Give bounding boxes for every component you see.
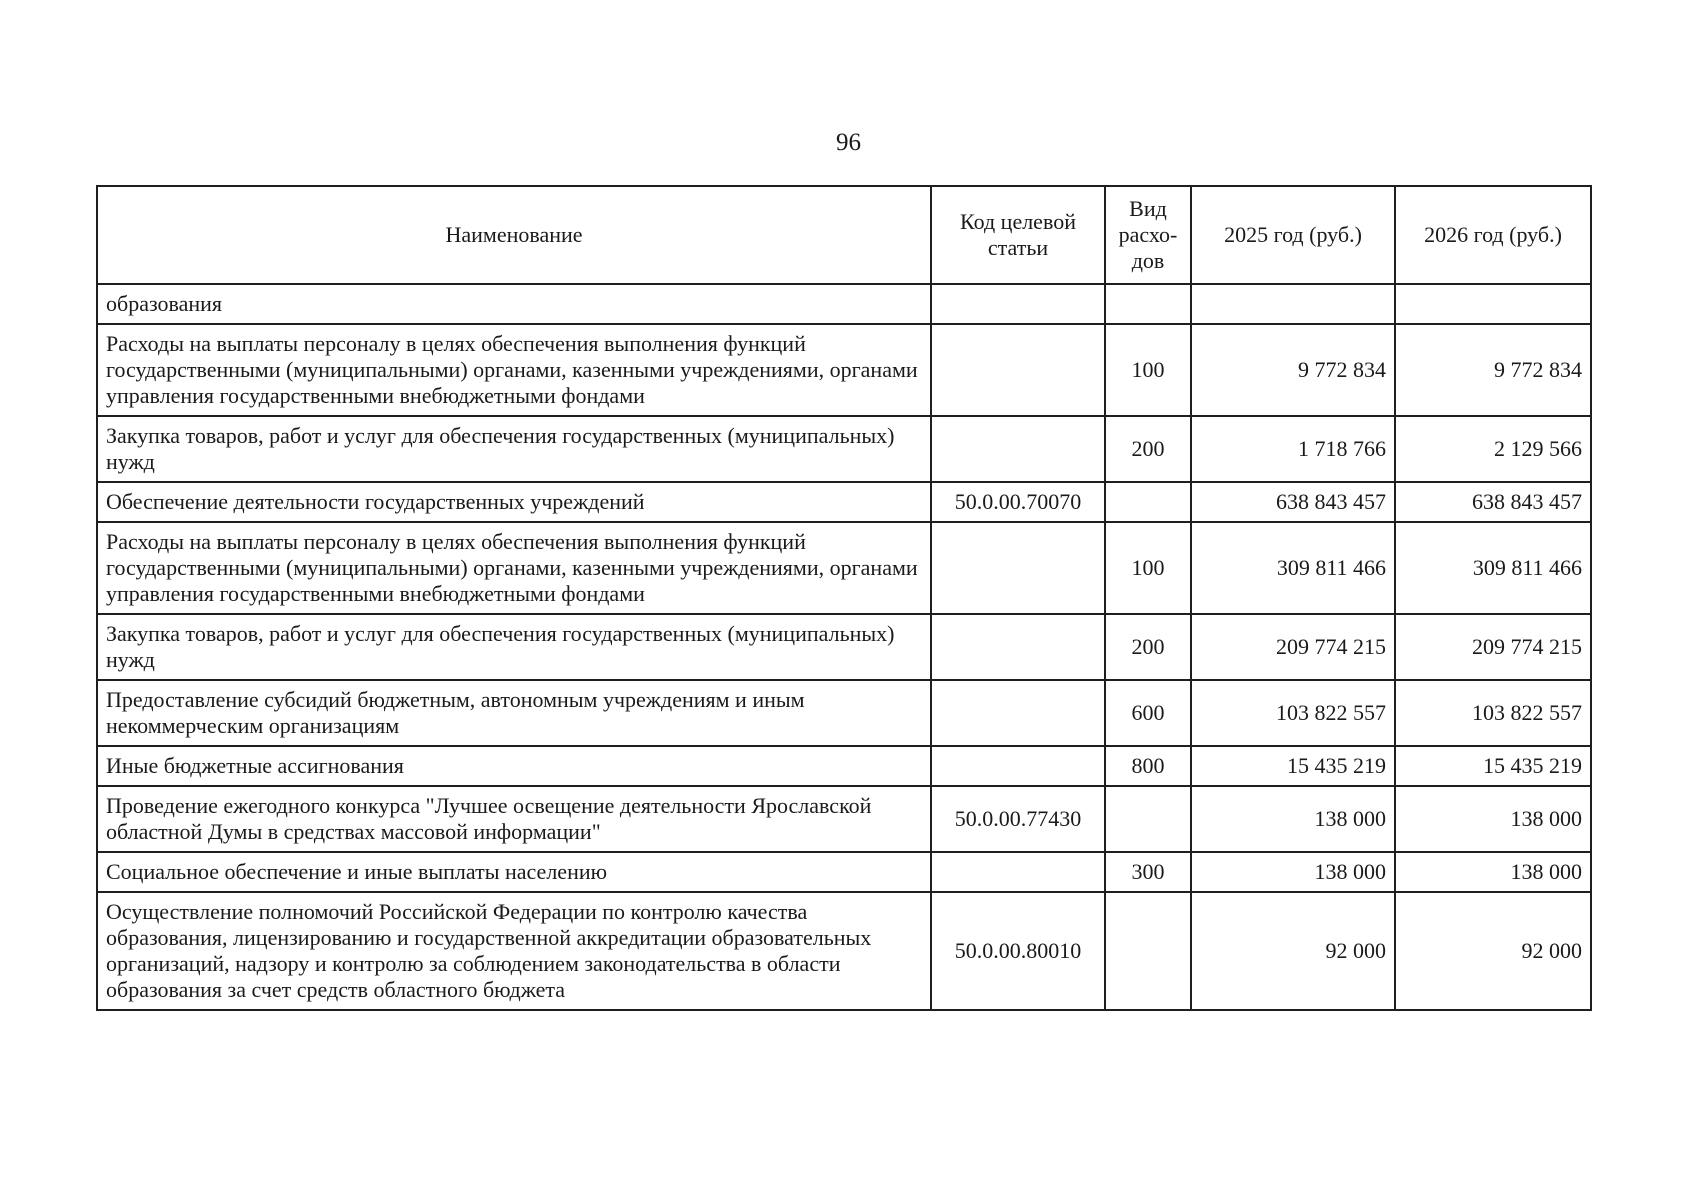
- cell-code: [931, 746, 1105, 786]
- table-row: [97, 786, 1591, 852]
- cell-code: [931, 284, 1105, 324]
- header-code: Код целевой статьи: [931, 186, 1105, 284]
- cell-2025: 9 772 834: [1191, 324, 1395, 416]
- table-row: [97, 746, 1591, 786]
- cell-kind: 100: [1105, 522, 1191, 614]
- cell-kind: 300: [1105, 852, 1191, 892]
- table-row: [97, 324, 1591, 416]
- cell-name: Закупка товаров, работ и услуг для обеспечения государственных (муниципальных) нужд: [97, 416, 931, 482]
- cell-kind: 200: [1105, 614, 1191, 680]
- cell-name: Осуществление полномочий Российской Федерации по контролю качества образования, лицензированию и государственной аккредитации образовательных организаций, надзору и контролю за соблюдением законодательства в области образования за счет средств областного бюджета: [97, 892, 931, 1010]
- cell-2025: 103 822 557: [1191, 680, 1395, 746]
- header-2026: 2026 год (руб.): [1395, 186, 1591, 284]
- cell-kind: 200: [1105, 416, 1191, 482]
- header-2025: 2025 год (руб.): [1191, 186, 1395, 284]
- cell-code: 50.0.00.77430: [931, 786, 1105, 852]
- cell-name: Иные бюджетные ассигнования: [97, 746, 931, 786]
- cell-name: Закупка товаров, работ и услуг для обеспечения государственных (муниципальных) нужд: [97, 614, 931, 680]
- cell-code: [931, 680, 1105, 746]
- cell-2026: 92 000: [1395, 892, 1591, 1010]
- cell-name: Расходы на выплаты персоналу в целях обеспечения выполнения функций государственными (муниципальными) органами, казенными учреждениями, органами управления государственными внебюджетными фондами: [97, 522, 931, 614]
- table-body: [97, 284, 1591, 1010]
- cell-name: образования: [97, 284, 931, 324]
- cell-2025: [1191, 284, 1395, 324]
- table-row: [97, 614, 1591, 680]
- cell-kind: 100: [1105, 324, 1191, 416]
- page-number: 96: [836, 129, 861, 156]
- cell-name: Расходы на выплаты персоналу в целях обеспечения выполнения функций государственными (муниципальными) органами, казенными учреждениями, органами управления государственными внебюджетными фондами: [97, 324, 931, 416]
- table-row: [97, 284, 1591, 324]
- cell-2026: [1395, 284, 1591, 324]
- cell-code: [931, 416, 1105, 482]
- cell-2026: 15 435 219: [1395, 746, 1591, 786]
- cell-2025: 638 843 457: [1191, 482, 1395, 522]
- cell-2025: 138 000: [1191, 786, 1395, 852]
- cell-kind: 600: [1105, 680, 1191, 746]
- cell-code: [931, 522, 1105, 614]
- cell-2026: 138 000: [1395, 786, 1591, 852]
- cell-name: Предоставление субсидий бюджетным, автономным учреждениям и иным некоммерческим организациям: [97, 680, 931, 746]
- cell-code: 50.0.00.70070: [931, 482, 1105, 522]
- cell-2026: 309 811 466: [1395, 522, 1591, 614]
- cell-code: 50.0.00.80010: [931, 892, 1105, 1010]
- cell-kind: [1105, 786, 1191, 852]
- table-row: [97, 892, 1591, 1010]
- cell-kind: [1105, 482, 1191, 522]
- header-name: Наименование: [97, 186, 931, 284]
- cell-name: Обеспечение деятельности государственных учреждений: [97, 482, 931, 522]
- cell-2026: 209 774 215: [1395, 614, 1591, 680]
- cell-2025: 209 774 215: [1191, 614, 1395, 680]
- cell-name: Проведение ежегодного конкурса "Лучшее освещение деятельности Ярославской областной Думы в средствах массовой информации": [97, 786, 931, 852]
- cell-2026: 638 843 457: [1395, 482, 1591, 522]
- cell-2026: 138 000: [1395, 852, 1591, 892]
- table-row: [97, 680, 1591, 746]
- cell-2025: 92 000: [1191, 892, 1395, 1010]
- cell-2025: 15 435 219: [1191, 746, 1395, 786]
- header-kind: Вид расхо-дов: [1105, 186, 1191, 284]
- table-header-row: [97, 186, 1591, 284]
- table-row: [97, 852, 1591, 892]
- table-row: [97, 522, 1591, 614]
- cell-2026: 9 772 834: [1395, 324, 1591, 416]
- cell-code: [931, 324, 1105, 416]
- cell-2025: 1 718 766: [1191, 416, 1395, 482]
- cell-name: Социальное обеспечение и иные выплаты населению: [97, 852, 931, 892]
- table-row: [97, 416, 1591, 482]
- budget-table: [96, 185, 1592, 1011]
- cell-code: [931, 852, 1105, 892]
- cell-2026: 2 129 566: [1395, 416, 1591, 482]
- cell-kind: 800: [1105, 746, 1191, 786]
- table-row: [97, 482, 1591, 522]
- cell-code: [931, 614, 1105, 680]
- cell-2026: 103 822 557: [1395, 680, 1591, 746]
- cell-kind: [1105, 284, 1191, 324]
- cell-kind: [1105, 892, 1191, 1010]
- cell-2025: 138 000: [1191, 852, 1395, 892]
- cell-2025: 309 811 466: [1191, 522, 1395, 614]
